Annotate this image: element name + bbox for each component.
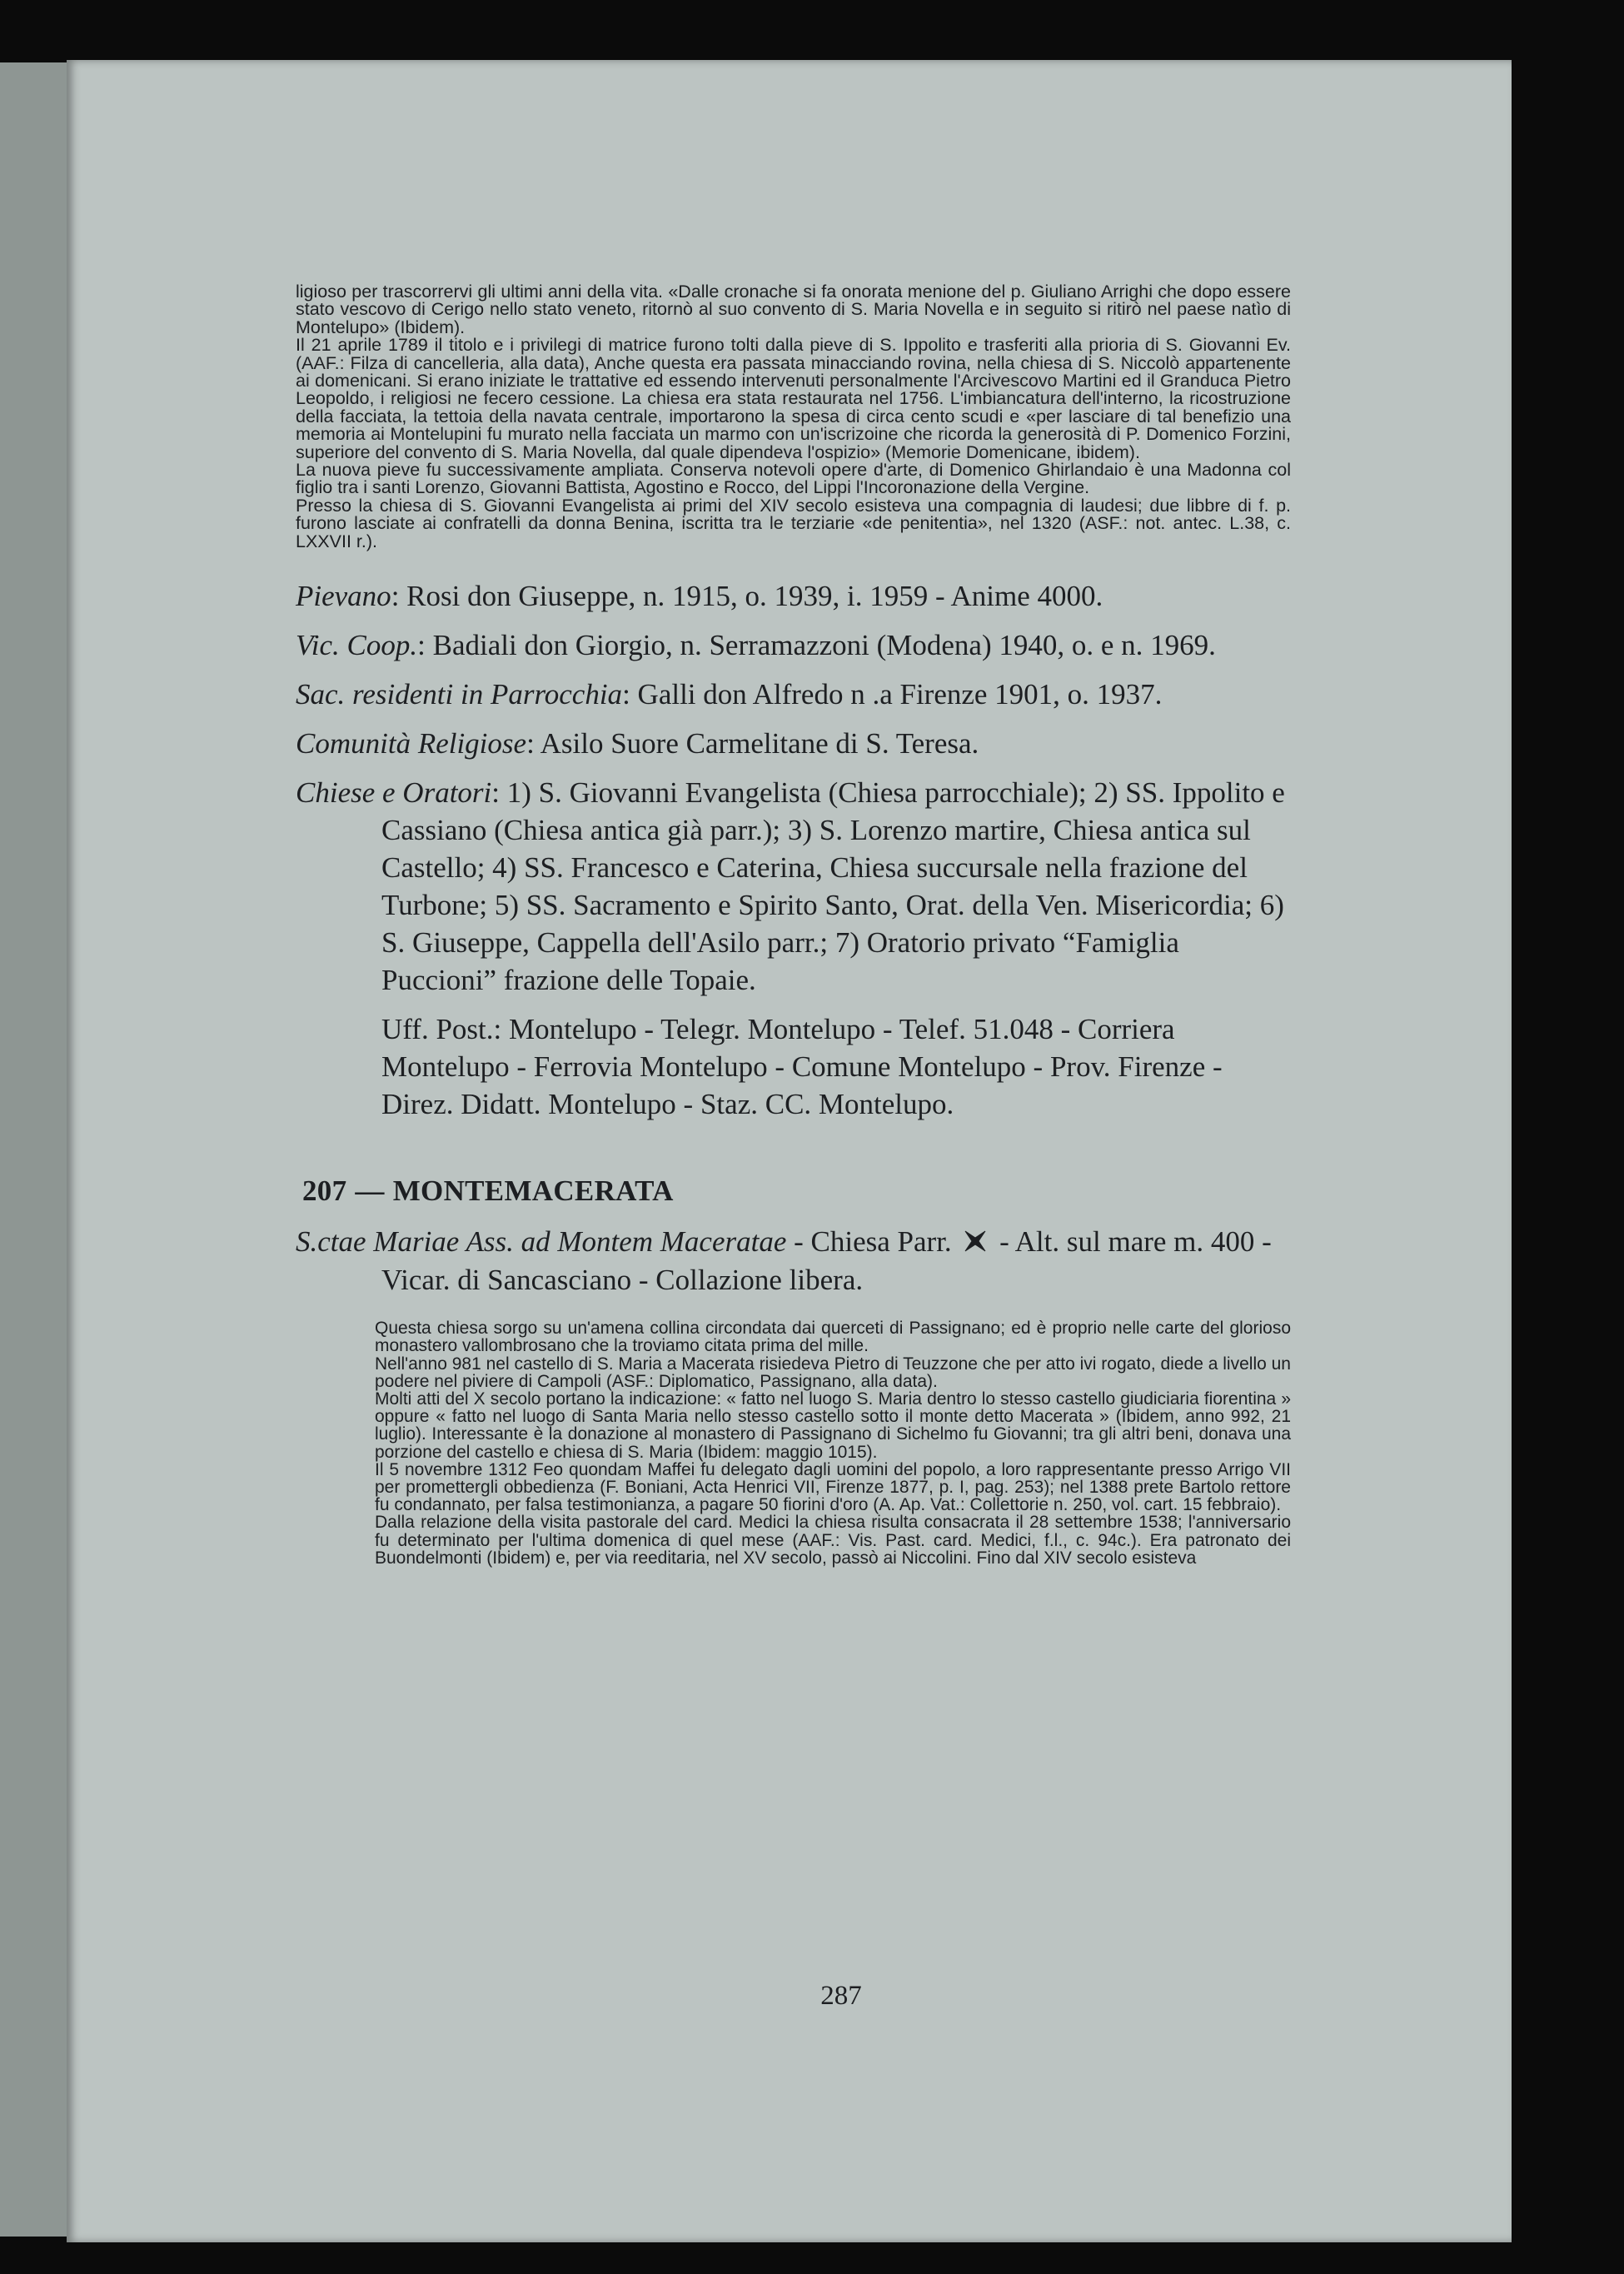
page-number-text: 287 bbox=[820, 1981, 862, 2011]
entry-pievano: Pievano: Rosi don Giuseppe, n. 1915, o. 1939, i. 1959 - Anime 4000. bbox=[296, 580, 1103, 613]
entry-text: Asilo Suore Carmelitane di S. Teresa. bbox=[540, 727, 979, 760]
entry-chiese-oratori: Chiese e Oratori: 1) S. Giovanni Evangelista (Chiesa parrocchiale); 2) SS. Ippolito e Cassiano (Chiesa antica già parr.); 3) S. Lorenzo martire, Chiesa antica sul Castello; 4) SS. Francesco e Caterina, Chiesa succursale nella frazione del Turbone; 5) SS. Sacramento e Spirito Santo, Orat. della Ven. Misericordia; 6) S. Giuseppe, Cappella dell'Asilo parr.; 7) Oratorio privato “Famiglia Puccioni” frazione delle Topaie. bbox=[296, 776, 1285, 997]
entry-sac-residenti: Sac. residenti in Parrocchia: Galli don Alfredo n .a Firenze 1901, o. 1937. bbox=[296, 678, 1163, 711]
church-details: - Alt. sul mare m. 400 - Vicar. di Sancasciano - Collazione libera. bbox=[381, 1225, 1272, 1297]
previous-page-edge bbox=[0, 62, 68, 2237]
entry-label: Sac. residenti in Parrocchia bbox=[296, 678, 623, 711]
note-paragraph: Nell'anno 981 nel castello di S. Maria a Macerata risiedeva Pietro di Teuzzone che per atto ivi rogato, diede a livello un podere nel piviere di Campoli (ASF.: Diplomatico, Passignano, alla data). bbox=[375, 1354, 1291, 1391]
entry-comunita-religiose: Comunità Religiose: Asilo Suore Carmelitane di S. Teresa. bbox=[296, 727, 979, 760]
church-entry bbox=[296, 1223, 1291, 1299]
section-dash: — bbox=[355, 1174, 385, 1208]
page-number bbox=[0, 1981, 1624, 2012]
note-paragraph: La nuova pieve fu successivamente ampliata. Conserva notevoli opere d'arte, di Domenico Ghirlandaio è una Madonna col figlio tra i santi Lorenzo, Giovanni Battista, Agostino e Rocco, del Lippi l'Incoronazione della Vergine. bbox=[296, 460, 1291, 498]
entry-text: 1) S. Giovanni Evangelista (Chiesa parrocchiale); 2) SS. Ippolito e Cassiano (Chiesa antica già parr.); 3) S. Lorenzo martire, Chiesa antica sul Castello; 4) SS. Francesco e Caterina, Chiesa succursale nella frazione del Turbone; 5) SS. Sacramento e Spirito Santo, Orat. della Ven. Misericordia; 6) S. Giuseppe, Cappella dell'Asilo parr.; 7) Oratorio privato “Famiglia Puccioni” frazione delle Topaie. bbox=[381, 776, 1285, 997]
entry-label: Comunità Religiose bbox=[296, 727, 527, 760]
note-paragraph: Il 21 aprile 1789 il titolo e i privilegi di matrice furono tolti dalla pieve di S. Ippolito e trasferiti alla prioria di S. Giovanni Ev. (AAF.: Filza di cancelleria, alla data), Anche questa era passata minacciando rovina, nella chiesa di S. Niccolò appartenente ai domenicani. Si erano iniziate le trattative ed essendo intervenuti personalmente l'Arcivescovo Martini ed il Granduca Pietro Leopoldo, i religiosi ne fecero cessione. La chiesa era stata restaurata nel 1756. L'imbiancatura dell'interno, la ricostruzione della facciata, la tettoia della navata centrale, importarono la spesa di circa cento scudi e «per lasciare di tal benefizio una memoria ai Montelupini fu murato nella facciata un marmo con un'iscrizoine che ricorda la generosità di P. Domenico Forzini, superiore del convento di S. Maria Novella, dal quale dipendeva l'ospizio» (Memorie Domenicane, ibidem). bbox=[296, 335, 1291, 462]
entry-label: Pievano bbox=[296, 580, 391, 613]
section-title: MONTEMACERATA bbox=[392, 1174, 674, 1208]
note-paragraph: Il 5 novembre 1312 Feo quondam Maffei fu delegato dagli uomini del popolo, a loro rappresentante presso Arrigo VII per promettergli obbedienza (F. Boniani, Acta Henrici VII, Firenze 1877, p. I, pag. 253); nel 1388 prete Bartolo rettore fu condannato, per falsa testimonianza, a pagare 50 fiorini d'oro (A. Ap. Vat.: Collettorie n. 250, vol. cart. 15 febbraio). bbox=[375, 1459, 1291, 1515]
note-paragraph: ligioso per trascorrervi gli ultimi anni della vita. «Dalle cronache si fa onorata menione del p. Giuliano Arrighi che dopo essere stato vescovo di Cerigo nello stato veneto, ritornò al suo convento di S. Maria Novella e in seguito si ritirò nel paese natìo di Montelupo» (Ibidem). bbox=[296, 282, 1291, 337]
church-type: - Chiesa Parr. bbox=[794, 1225, 952, 1259]
footnote-block-top bbox=[296, 283, 1291, 551]
entry-vic-coop: Vic. Coop.: Badiali don Giorgio, n. Serramazzoni (Modena) 1940, o. e n. 1969. bbox=[296, 629, 1216, 662]
page-content bbox=[296, 283, 1291, 1567]
footnote-block-bottom bbox=[375, 1319, 1291, 1567]
section-heading bbox=[302, 1174, 1291, 1208]
note-paragraph: Molti atti del X secolo portano la indicazione: « fatto nel luogo S. Maria dentro lo stesso castello giudiciaria fiorentina » oppure « fatto nel luogo di Santa Maria nello stesso castello sotto il monte detto Macerata » (Ibidem, anno 992, 21 luglio). Interessante è la donazione al monastero di Passignano di Sichelmo fu Giovanni; tra gli altri beni, donava una porzione del castello e chiesa di S. Maria (Ibidem: maggio 1015). bbox=[375, 1389, 1291, 1462]
church-name: S.ctae Mariae Ass. ad Montem Maceratae bbox=[296, 1225, 787, 1259]
section-number: 207 bbox=[302, 1174, 347, 1208]
entry-text: Badiali don Giorgio, n. Serramazzoni (Modena) 1940, o. e n. 1969. bbox=[432, 629, 1216, 662]
note-paragraph: Dalla relazione della visita pastorale del card. Medici la chiesa risulta consacrata il 28 settembre 1538; l'anniversario fu determinato per l'ultima domenica di quel mese (AAF.: Vis. Past. card. Medici, f.l., c. 94c.). Era patronato dei Buondelmonti (Ibidem) e, per via reeditaria, nel XV secolo, passò ai Niccolini. Fino dal XIV secolo esisteva bbox=[375, 1513, 1291, 1568]
entry-label: Vic. Coop. bbox=[296, 629, 418, 662]
entry-text: Galli don Alfredo n .a Firenze 1901, o. 1937. bbox=[637, 678, 1163, 711]
maltese-cross-icon bbox=[962, 1228, 989, 1254]
note-paragraph: Presso la chiesa di S. Giovanni Evangelista ai primi del XIV secolo esisteva una compagnia di laudesi; due libbre di f. p. furono lasciate ai confratelli da donna Benina, iscritta tra le terziarie «de penitentia», nel 1320 (ASF.: not. antec. L.38, c. LXXVII r.). bbox=[296, 495, 1291, 551]
uff-post-line: Uff. Post.: Montelupo - Telegr. Montelupo - Telef. 51.048 - Corriera Montelupo - Ferrovia Montelupo - Comune Montelupo - Prov. Firenze - Direz. Didatt. Montelupo - Staz. CC. Montelupo. bbox=[381, 1013, 1223, 1121]
entry-text: Rosi don Giuseppe, n. 1915, o. 1939, i. 1959 - Anime 4000. bbox=[406, 580, 1103, 613]
entry-label: Chiese e Oratori bbox=[296, 776, 492, 810]
note-paragraph: Questa chiesa sorgo su un'amena collina circondata dai querceti di Passignano; ed è proprio nelle carte del glorioso monastero vallombrosano che la troviamo citata prima del mille. bbox=[375, 1319, 1291, 1356]
